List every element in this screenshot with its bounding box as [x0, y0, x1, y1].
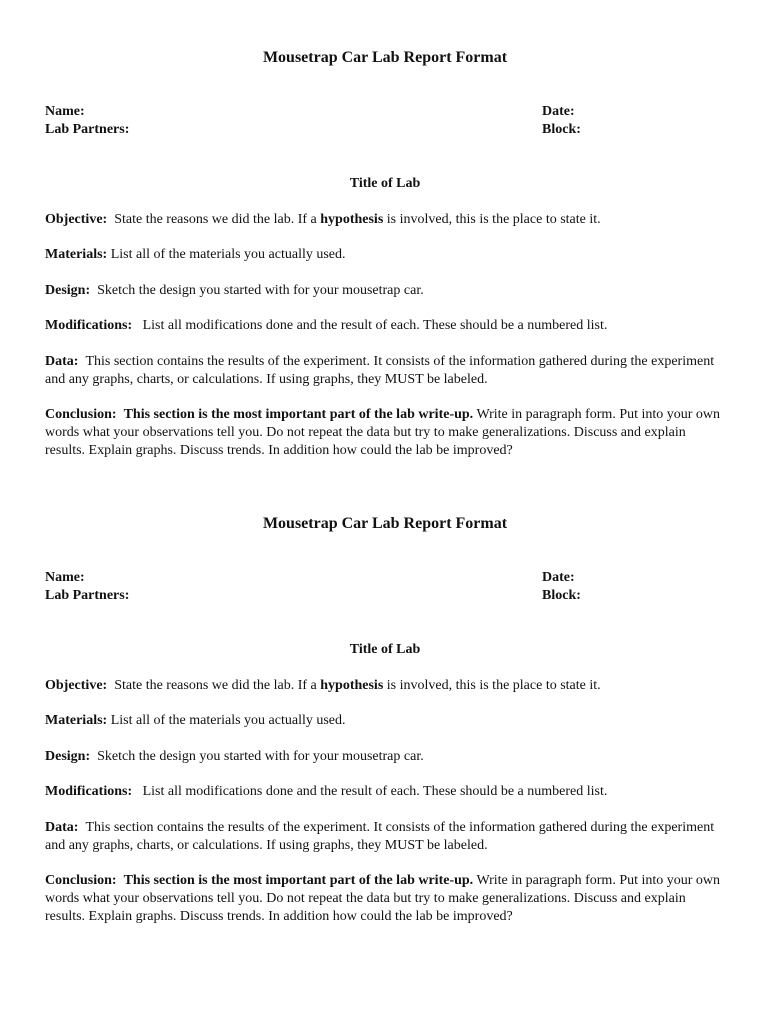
lab-title-heading: Title of Lab [349, 176, 421, 191]
data-label: Data: [45, 354, 79, 369]
conclusion-label: Conclusion: [45, 407, 117, 422]
data-section [45, 353, 725, 389]
objective-label: Objective: [45, 678, 108, 693]
objective-emphasis: hypothesis [320, 678, 384, 693]
partners-block-row [45, 587, 725, 605]
conclusion-section [45, 406, 725, 460]
conclusion-emphasis: This section is the most important part of the lab write-up. [123, 873, 474, 888]
modifications-section [45, 783, 725, 801]
conclusion-text: Write in paragraph form. Put into your own words what your observations tell you. Do not repeat the data but try to make generalizations. Discuss and explain results. Explain graphs. Discuss trends. In addition how could the lab be improved? [45, 407, 721, 458]
materials-text: List all of the materials you actually used. [110, 713, 346, 728]
design-text: Sketch the design you started with for your mousetrap car. [97, 749, 424, 764]
design-text: Sketch the design you started with for your mousetrap car. [97, 283, 424, 298]
design-label: Design: [45, 283, 91, 298]
data-label: Data: [45, 820, 79, 835]
objective-section [45, 211, 725, 229]
data-section [45, 819, 725, 855]
name-label: Name: [45, 570, 85, 585]
materials-text: List all of the materials you actually used. [110, 247, 346, 262]
materials-label: Materials: [45, 247, 108, 262]
design-section [45, 282, 725, 300]
lab-partners-label: Lab Partners: [45, 588, 130, 603]
name-date-row [45, 103, 725, 121]
date-label: Date: [542, 104, 575, 119]
partners-block-row [45, 121, 725, 139]
modifications-text: List all modifications done and the result of each. These should be a numbered list. [142, 318, 608, 333]
materials-label: Materials: [45, 713, 108, 728]
modifications-label: Modifications: [45, 784, 133, 799]
objective-text-after: is involved, this is the place to state it. [383, 678, 601, 693]
objective-label: Objective: [45, 212, 108, 227]
conclusion-label: Conclusion: [45, 873, 117, 888]
document-title: Mousetrap Car Lab Report Format [262, 49, 508, 66]
conclusion-text: Write in paragraph form. Put into your own words what your observations tell you. Do not repeat the data but try to make generalizations. Discuss and explain results. Explain graphs. Discuss trends. In addition how could the lab be improved? [45, 873, 721, 924]
conclusion-emphasis: This section is the most important part of the lab write-up. [123, 407, 474, 422]
objective-emphasis: hypothesis [320, 212, 384, 227]
objective-text-after: is involved, this is the place to state it. [383, 212, 601, 227]
block-label: Block: [542, 122, 581, 137]
objective-text-before: State the reasons we did the lab. If a [114, 678, 321, 693]
data-text: This section contains the results of the experiment. It consists of the information gathered during the experiment and any graphs, charts, or calculations. If using graphs, they MUST be labeled. [45, 820, 715, 853]
document-title: Mousetrap Car Lab Report Format [262, 515, 508, 532]
design-label: Design: [45, 749, 91, 764]
materials-section [45, 712, 725, 730]
design-section [45, 748, 725, 766]
materials-section [45, 246, 725, 264]
lab-title-heading: Title of Lab [349, 642, 421, 657]
data-text: This section contains the results of the experiment. It consists of the information gathered during the experiment and any graphs, charts, or calculations. If using graphs, they MUST be labeled. [45, 354, 715, 387]
modifications-text: List all modifications done and the result of each. These should be a numbered list. [142, 784, 608, 799]
objective-text-before: State the reasons we did the lab. If a [114, 212, 321, 227]
modifications-label: Modifications: [45, 318, 133, 333]
lab-partners-label: Lab Partners: [45, 122, 130, 137]
name-date-row [45, 569, 725, 587]
conclusion-section [45, 872, 725, 926]
modifications-section [45, 317, 725, 335]
objective-section [45, 677, 725, 695]
report-format-sheet [45, 48, 725, 460]
report-format-sheet [45, 514, 725, 926]
block-label: Block: [542, 588, 581, 603]
name-label: Name: [45, 104, 85, 119]
date-label: Date: [542, 570, 575, 585]
